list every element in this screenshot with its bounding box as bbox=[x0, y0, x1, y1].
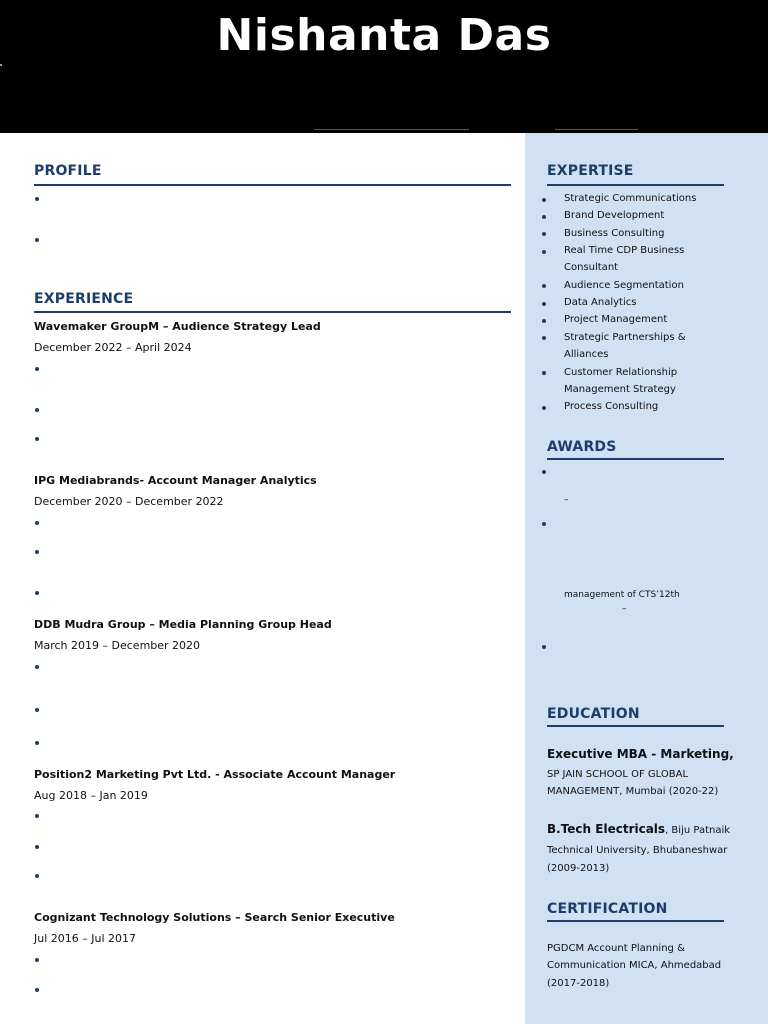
certification-rule bbox=[547, 920, 724, 922]
award-dash: – bbox=[564, 495, 569, 505]
job-bullet bbox=[35, 958, 39, 962]
job-bullet bbox=[35, 988, 39, 992]
award-dash: – bbox=[622, 604, 627, 614]
header-underline-left bbox=[314, 129, 469, 130]
job-bullet bbox=[35, 845, 39, 849]
education-heading: EDUCATION bbox=[547, 706, 640, 722]
job-bullet bbox=[35, 591, 39, 595]
education-rule bbox=[547, 725, 724, 727]
header-marker bbox=[0, 64, 2, 66]
job-dates: December 2022 – April 2024 bbox=[34, 341, 192, 354]
education-years: (2009-2013) bbox=[547, 863, 610, 874]
profile-heading: PROFILE bbox=[34, 163, 102, 179]
education-institution: SP JAIN SCHOOL OF GLOBAL bbox=[547, 769, 689, 780]
job-bullet bbox=[35, 665, 39, 669]
experience-heading: EXPERIENCE bbox=[34, 291, 134, 307]
expertise-item: Customer Relationship bbox=[564, 367, 678, 378]
expertise-item: Real Time CDP Business bbox=[564, 245, 685, 256]
expertise-item: Brand Development bbox=[564, 210, 665, 221]
expertise-item: Strategic Communications bbox=[564, 193, 697, 204]
certification-text: Communication MICA, Ahmedabad bbox=[547, 960, 722, 971]
certification-text: PGDCM Account Planning & bbox=[547, 943, 685, 954]
education-institution: MANAGEMENT, Mumbai (2020-22) bbox=[547, 786, 719, 797]
job-bullet bbox=[35, 437, 39, 441]
job-dates: March 2019 – December 2020 bbox=[34, 639, 201, 652]
education-institution: Technical University, Bhubaneshwar bbox=[547, 845, 728, 856]
expertise-item-continued: Management Strategy bbox=[564, 384, 676, 395]
job-bullet bbox=[35, 814, 39, 818]
expertise-bullet bbox=[542, 198, 546, 202]
expertise-item: Audience Segmentation bbox=[564, 280, 684, 291]
expertise-item-continued: Alliances bbox=[564, 349, 609, 360]
expertise-bullet bbox=[542, 250, 546, 254]
job-title: Wavemaker GroupM – Audience Strategy Lead bbox=[34, 320, 321, 333]
expertise-bullet bbox=[542, 284, 546, 288]
job-bullet bbox=[35, 741, 39, 745]
profile-bullet bbox=[35, 238, 39, 242]
job-bullet bbox=[35, 521, 39, 525]
job-dates: December 2020 – December 2022 bbox=[34, 495, 224, 508]
awards-rule bbox=[547, 458, 724, 460]
expertise-item: Project Management bbox=[564, 314, 668, 325]
job-bullet bbox=[35, 874, 39, 878]
certification-heading: CERTIFICATION bbox=[547, 901, 668, 917]
job-dates: Aug 2018 – Jan 2019 bbox=[34, 789, 148, 802]
sidebar-panel bbox=[525, 133, 768, 1024]
expertise-item-continued: Consultant bbox=[564, 262, 619, 273]
job-bullet bbox=[35, 408, 39, 412]
expertise-bullet bbox=[542, 232, 546, 236]
certification-years: (2017-2018) bbox=[547, 978, 610, 989]
education-institution: , Biju Patnaik bbox=[665, 825, 731, 836]
expertise-item: Data Analytics bbox=[564, 297, 637, 308]
expertise-item: Process Consulting bbox=[564, 401, 659, 412]
expertise-item: Strategic Partnerships & bbox=[564, 332, 686, 343]
expertise-bullet bbox=[542, 371, 546, 375]
education-degree-name: B.Tech Electricals bbox=[547, 822, 666, 836]
header-banner bbox=[0, 0, 768, 133]
expertise-bullet bbox=[542, 319, 546, 323]
expertise-rule bbox=[547, 184, 724, 186]
expertise-bullet bbox=[542, 406, 546, 410]
award-bullet bbox=[542, 522, 546, 526]
award-text: management of CTS’12th bbox=[564, 590, 680, 600]
job-title: Cognizant Technology Solutions – Search Senior Executive bbox=[34, 911, 395, 924]
expertise-heading: EXPERTISE bbox=[547, 163, 634, 179]
expertise-bullet bbox=[542, 336, 546, 340]
job-dates: Jul 2016 – Jul 2017 bbox=[34, 932, 137, 945]
candidate-name: Nishanta Das bbox=[216, 10, 552, 61]
experience-rule bbox=[34, 311, 511, 313]
job-bullet bbox=[35, 367, 39, 371]
expertise-item: Business Consulting bbox=[564, 228, 665, 239]
education-degree: Executive MBA - Marketing, bbox=[547, 747, 734, 761]
expertise-bullet bbox=[542, 215, 546, 219]
job-bullet bbox=[35, 708, 39, 712]
header-underline-right bbox=[555, 129, 638, 130]
profile-rule bbox=[34, 184, 511, 186]
expertise-bullet bbox=[542, 302, 546, 306]
job-bullet bbox=[35, 550, 39, 554]
award-bullet bbox=[542, 470, 546, 474]
education-degree bbox=[547, 822, 730, 836]
award-bullet bbox=[542, 645, 546, 649]
job-title: Position2 Marketing Pvt Ltd. - Associate Account Manager bbox=[34, 768, 396, 781]
job-title: DDB Mudra Group – Media Planning Group Head bbox=[34, 618, 332, 631]
awards-heading: AWARDS bbox=[547, 439, 617, 455]
profile-bullet bbox=[35, 197, 39, 201]
job-title: IPG Mediabrands- Account Manager Analytics bbox=[34, 474, 317, 487]
